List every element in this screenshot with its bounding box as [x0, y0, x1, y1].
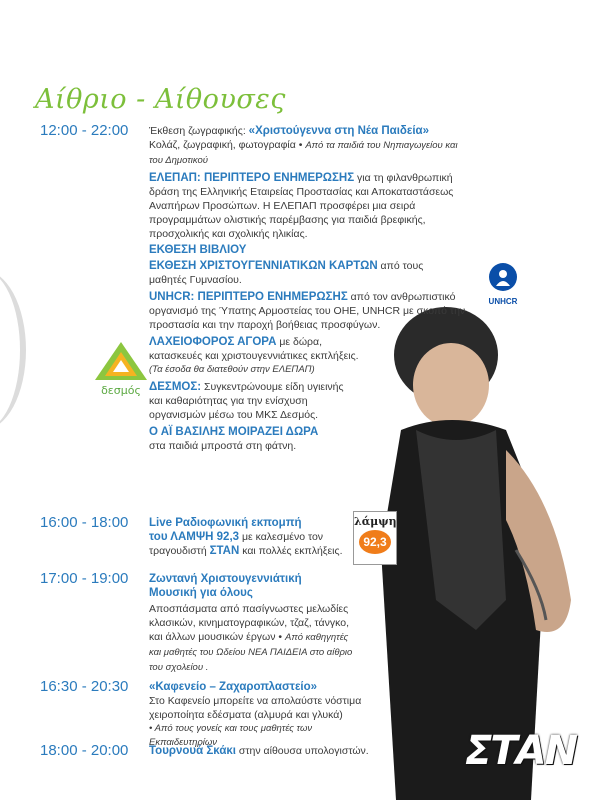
time-slot-1: 12:00 - 22:00	[40, 122, 129, 139]
cards-exhibition-title: ΕΚΘΕΣΗ ΧΡΙΣΤΟΥΓΕΝΝΙΑΤΙΚΩΝ ΚΑΡΤΩΝ	[149, 260, 378, 272]
time-slot-5: 18:00 - 20:00	[40, 742, 129, 759]
cafe-text: Στο Καφενείο μπορείτε να απολαύστε νόστιμα χειροποίητα εδέσματα (αλμυρά και γλυκά)	[149, 695, 362, 721]
cards-exhibition-text: από τους μαθητές Γυμνασίου.	[149, 260, 424, 286]
radio-text-1: με καλεσμένο τον	[239, 531, 324, 543]
desmos-logo-label: δεσμός	[101, 384, 141, 397]
unhcr-logo-label: UNHCR	[488, 297, 518, 306]
radio-text-3: και πολλές εκπλήξεις.	[239, 545, 343, 557]
decorative-arc	[0, 270, 26, 430]
elepap-text: για τη φιλανθρωπική δράση της Ελληνικής Εταιρείας Προστασίας και Αποκαταστάσεως Αναπήρων Προσώπων. Η ΕΛΕΠΑΠ προσφέρει μια σειρά προγραμμάτων ολιστικής παρέμβασης για παιδιά βρεφικής, προσχολικής και σχολικής ηλικίας.	[149, 172, 454, 240]
unhcr-emblem-icon	[488, 262, 518, 292]
stan-logo: ΣΤΑΝ	[465, 728, 577, 774]
unhcr-title: UNHCR: ΠΕΡΙΠΤΕΡΟ ΕΝΗΜΕΡΩΣΗΣ	[149, 291, 348, 303]
book-exhibition-title: ΕΚΘΕΣΗ ΒΙΒΛΙΟΥ	[149, 244, 247, 256]
radio-title-2: του ΛΑΜΨΗ 92,3	[149, 531, 240, 543]
music-note: Από καθηγητές και μαθητές του Ωδείου ΝΕΑ ΠΑΙΔΕΙΑ στο αίθριο του σχολείου .	[149, 632, 353, 673]
page-title: Αίθριο - Αίθουσες	[35, 84, 286, 115]
schedule-block-5	[149, 744, 409, 758]
desmos-text: Συγκεντρώνουμε είδη υγιεινής και καθαριότητας για την ενίσχυση οργανισμών μέσω του ΜΚΣ Δεσμός.	[149, 381, 344, 421]
santa-text: στα παιδιά μπροστά στη φάτνη.	[149, 440, 297, 452]
unhcr-text: από τον ανθρωπιστικό οργανισμό της Ύπατης Αρμοστείας του ΟΗΕ, UNHCR με σκοπό την προστασία και την παροχή βοήθειας προσφύγων.	[149, 291, 466, 331]
schedule-block-4	[149, 680, 374, 750]
chess-title: Τουρνουά Σκάκι	[149, 745, 236, 757]
cafe-title: «Καφενείο – Ζαχαροπλαστείο»	[149, 681, 318, 693]
lottery-text: με δώρα, κατασκευές και χριστουγεννιάτικες εκπλήξεις.	[149, 336, 359, 362]
exhibition-prefix: Έκθεση ζωγραφικής:	[149, 125, 249, 137]
desmos-title: ΔΕΣΜΟΣ:	[149, 381, 202, 393]
santa-title: Ο ΑΪ ΒΑΣΙΛΗΣ ΜΟΙΡΑΖΕΙ ΔΩΡΑ	[149, 426, 319, 438]
exhibition-desc: Κολάζ, ζωγραφική, φωτογραφία •	[149, 139, 306, 151]
schedule-block-1	[149, 124, 466, 453]
time-slot-4: 16:30 - 20:30	[40, 678, 129, 695]
time-slot-3: 17:00 - 19:00	[40, 570, 129, 587]
lampsi-logo-word: λάμψη	[354, 515, 397, 528]
music-title: Ζωντανή Χριστουγεννιάτική Μουσική για όλους	[149, 573, 302, 599]
exhibition-title: «Χριστούγεννα στη Νέα Παιδεία»	[248, 125, 429, 137]
lampsi-logo	[353, 511, 397, 565]
desmos-logo	[86, 340, 156, 397]
lottery-title: ΛΑΧΕΙΟΦΟΡΟΣ ΑΓΟΡΑ	[149, 336, 277, 348]
schedule-block-3	[149, 572, 354, 675]
lottery-note: (Τα έσοδα θα διατεθούν στην ΕΛΕΠΑΠ)	[149, 364, 315, 375]
exhibition-note: Από τα παιδιά του Νηπιαγωγείου και του Δημοτικού	[149, 140, 458, 166]
radio-star: ΣΤΑΝ	[209, 545, 240, 557]
cafe-note: • Από τους γονείς και τους μαθητές των Εκπαιδευτηρίων	[149, 723, 313, 748]
schedule-block-2	[149, 516, 349, 558]
desmos-logo-icon	[91, 340, 151, 382]
music-text: Αποσπάσματα από πασίγνωστες μελωδίες κλασικών, κινηματογραφικών, τζαζ, τάνγκο, και άλλων μουσικών έργων •	[149, 603, 350, 643]
time-slot-2: 16:00 - 18:00	[40, 514, 129, 531]
lampsi-logo-frequency: 92,3	[359, 530, 391, 554]
unhcr-logo	[474, 262, 532, 306]
radio-title-1: Live Ραδιοφωνική εκπομπή	[149, 517, 302, 529]
chess-text: στην αίθουσα υπολογιστών.	[236, 745, 369, 757]
elepap-title: ΕΛΕΠΑΠ: ΠΕΡΙΠΤΕΡΟ ΕΝΗΜΕΡΩΣΗΣ	[149, 172, 355, 184]
radio-text-2: τραγουδιστή	[149, 545, 210, 557]
